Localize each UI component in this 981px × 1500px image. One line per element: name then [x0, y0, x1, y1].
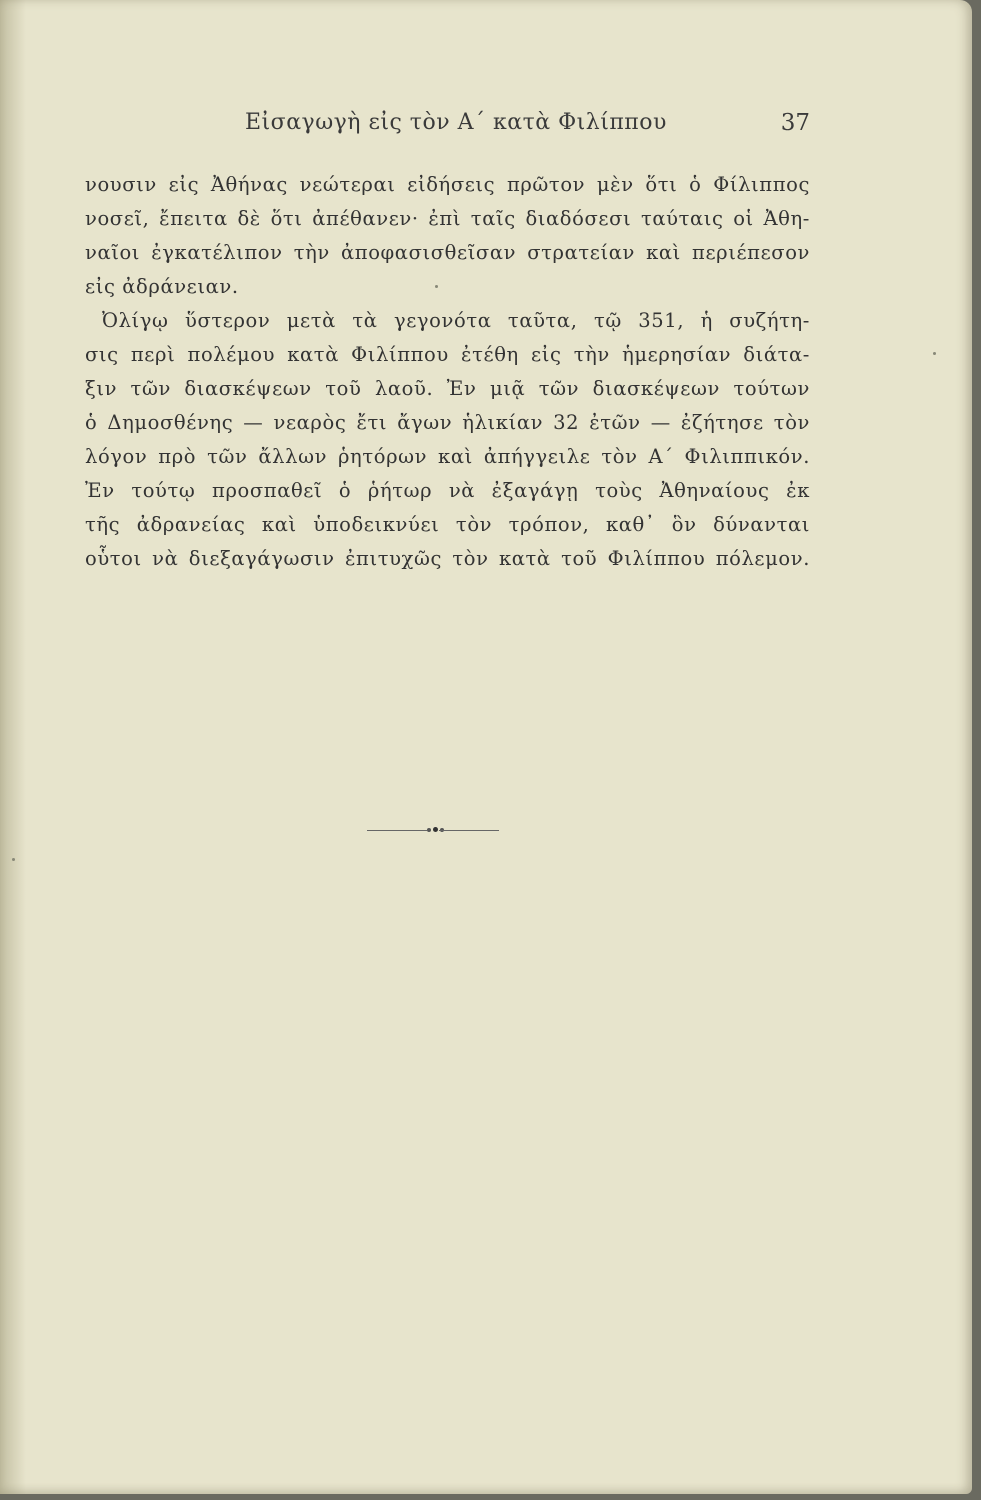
- text-line: ξιν τῶν διασκέψεων τοῦ λαοῦ. Ἐν μιᾷ τῶν διασκέψεων τούτων: [85, 377, 810, 400]
- paper-speck: [435, 285, 438, 288]
- text-line: Ὀλίγῳ ὕστερον μετὰ τὰ γεγονότα ταῦτα, τῷ 351, ἡ συζήτη-: [102, 309, 810, 332]
- running-head: [85, 110, 810, 146]
- text-line: νουσιν εἰς Ἀθήνας νεώτεραι εἰδήσεις πρῶτον μὲν ὅτι ὁ Φίλιππος: [85, 173, 810, 196]
- ornament-dot-center: [433, 827, 438, 832]
- body-text: [85, 168, 810, 576]
- text-line: εἰς ἀδράνειαν.: [85, 275, 239, 298]
- text-line: ναῖοι ἐγκατέλιπον τὴν ἀποφασισθεῖσαν στρατείαν καὶ περιέπεσον: [85, 241, 810, 264]
- paper-speck: [933, 352, 936, 355]
- page-number: 37: [780, 110, 810, 136]
- ornament-rule-left: [367, 830, 427, 831]
- text-line: τῆς ἀδρανείας καὶ ὑποδεικνύει τὸν τρόπον, καθ᾽ ὃν δύνανται: [85, 513, 810, 536]
- text-line: νοσεῖ, ἔπειτα δὲ ὅτι ἀπέθανεν· ἐπὶ ταῖς διαδόσεσι ταύταις οἱ Ἀθη-: [85, 207, 810, 230]
- running-head-title: Εἰσαγωγὴ εἰς τὸν Α΄ κατὰ Φιλίππου: [245, 110, 667, 135]
- text-line: λόγον πρὸ τῶν ἄλλων ῥητόρων καὶ ἀπήγγειλε τὸν Α΄ Φιλιππικόν.: [85, 445, 810, 468]
- text-line: οὗτοι νὰ διεξαγάγωσιν ἐπιτυχῶς τὸν κατὰ τοῦ Φιλίππου πόλεμον.: [85, 547, 810, 570]
- paper-speck: [12, 858, 15, 861]
- text-line: ὁ Δημοσθένης — νεαρὸς ἔτι ἄγων ἡλικίαν 32 ἐτῶν — ἐζήτησε τὸν: [85, 411, 810, 434]
- ornament-dot: [427, 828, 431, 832]
- end-ornament: [367, 823, 499, 839]
- text-line: σις περὶ πολέμου κατὰ Φιλίππου ἐτέθη εἰς τὴν ἡμερησίαν διάτα-: [85, 343, 810, 366]
- page-gutter-shadow: [0, 0, 26, 1494]
- ornament-rule-right: [439, 830, 499, 831]
- text-line: Ἐν τούτῳ προσπαθεῖ ὁ ῥήτωρ νὰ ἐξαγάγῃ τοὺς Ἀθηναίους ἐκ: [85, 479, 810, 502]
